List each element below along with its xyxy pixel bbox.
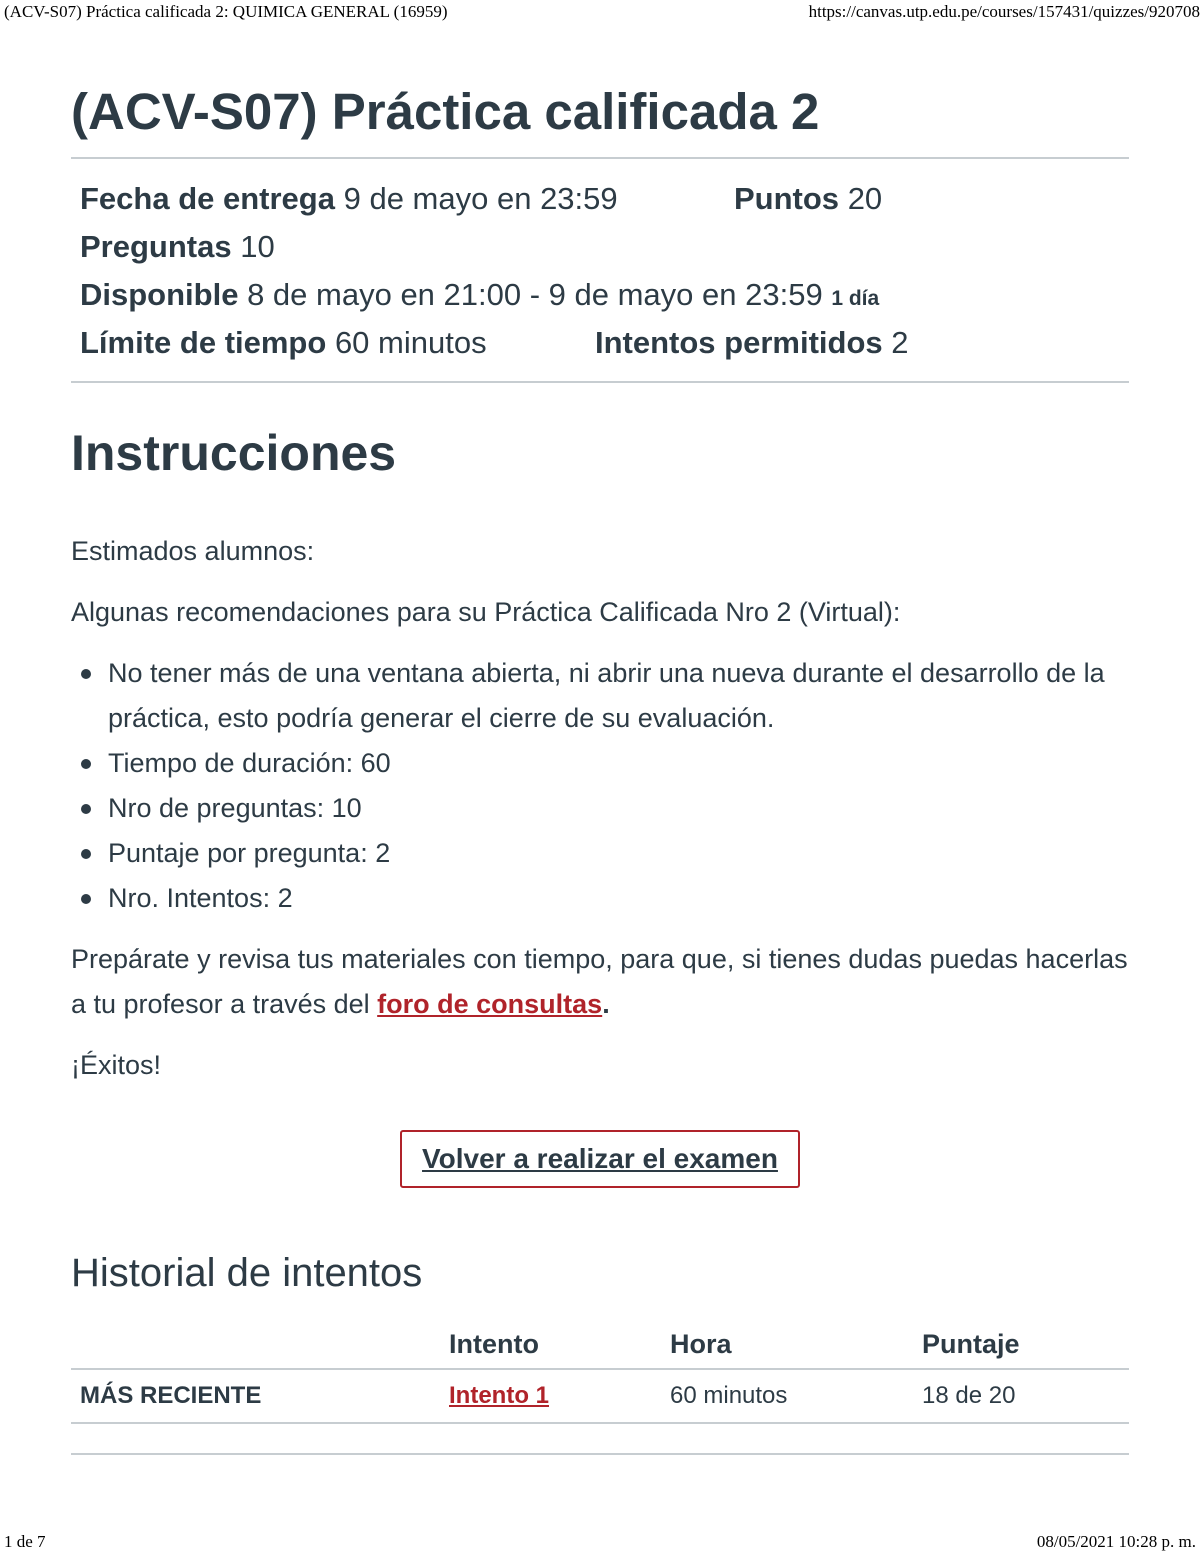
print-header-title: (ACV-S07) Práctica calificada 2: QUIMICA GENERAL (16959)	[4, 2, 448, 21]
attempts-group	[595, 319, 909, 367]
history-header-row	[71, 1320, 1129, 1369]
divider	[71, 381, 1129, 383]
available-duration: 1 día	[831, 287, 880, 310]
instructions-intro: Algunas recomendaciones para su Práctica Calificada Nro 2 (Virtual):	[71, 597, 901, 627]
prepare-end: .	[602, 989, 610, 1019]
points-group	[734, 175, 882, 223]
points-value: 20	[847, 181, 883, 216]
instructions-heading: Instrucciones	[71, 425, 397, 481]
instructions-greeting: Estimados alumnos:	[71, 536, 315, 566]
quiz-details	[71, 159, 1129, 381]
page-number: 1 de 7	[4, 1532, 46, 1551]
attempts-value: 2	[891, 325, 909, 360]
details-row-available	[80, 271, 1129, 319]
due-label: Fecha de entrega	[80, 181, 335, 216]
list-item: Nro. Intentos: 2	[108, 876, 1129, 921]
details-row-due	[80, 175, 1129, 223]
time-cell: 60 minutos	[670, 1369, 922, 1423]
table-row	[71, 1369, 1129, 1423]
retake-wrap	[71, 1130, 1129, 1188]
available-value: 8 de mayo en 21:00 - 9 de mayo en 23:59	[247, 277, 823, 312]
questions-label: Preguntas	[80, 229, 232, 264]
time-limit-value: 60 minutos	[334, 325, 487, 360]
print-footer	[0, 1532, 1200, 1552]
retake-quiz-button[interactable]: Volver a realizar el examen	[400, 1130, 800, 1188]
attempts-label: Intentos permitidos	[595, 325, 883, 360]
instructions-list	[71, 651, 1129, 921]
history-table	[71, 1320, 1129, 1424]
column-header-score: Puntaje	[922, 1320, 1129, 1369]
prepare-text: Prepárate y revisa tus materiales con tiempo, para que, si tienes dudas puedas hacerlas a tu profesor a través del	[71, 944, 1128, 1019]
attempt-link[interactable]: Intento 1	[449, 1382, 549, 1409]
list-item: Puntaje por pregunta: 2	[108, 831, 1129, 876]
column-header-attempt: Intento	[449, 1320, 670, 1369]
column-header-time: Hora	[670, 1320, 922, 1369]
print-header-url: https://canvas.utp.edu.pe/courses/157431/quizzes/920708	[808, 2, 1200, 21]
questions-value: 10	[240, 229, 275, 264]
row-label: MÁS RECIENTE	[71, 1369, 449, 1423]
time-limit-label: Límite de tiempo	[80, 325, 327, 360]
details-row-questions	[80, 223, 1129, 271]
details-row-time	[80, 319, 1129, 367]
attempt-cell	[449, 1369, 670, 1423]
list-item: Nro de preguntas: 10	[108, 786, 1129, 831]
instructions-body	[71, 529, 1129, 1088]
history-heading: Historial de intentos	[71, 1251, 423, 1295]
column-header	[71, 1320, 449, 1369]
due-value: 9 de mayo en 23:59	[343, 181, 618, 216]
available-label: Disponible	[80, 277, 239, 312]
list-item: No tener más de una ventana abierta, ni abrir una nueva durante el desarrollo de la práctica, esto podría generar el cierre de su evaluación.	[108, 651, 1129, 741]
divider	[71, 1453, 1129, 1455]
print-header	[0, 0, 1200, 28]
quiz-content	[71, 60, 1129, 1455]
instructions-closing: ¡Éxitos!	[71, 1050, 162, 1080]
quiz-title: (ACV-S07) Práctica calificada 2	[71, 83, 820, 140]
score-cell: 18 de 20	[922, 1369, 1129, 1423]
list-item: Tiempo de duración: 60	[108, 741, 1129, 786]
print-timestamp: 08/05/2021 10:28 p. m.	[1036, 1532, 1196, 1551]
forum-link[interactable]: foro de consultas	[377, 989, 603, 1019]
instructions-prepare	[71, 937, 1129, 1027]
points-label: Puntos	[734, 181, 840, 216]
